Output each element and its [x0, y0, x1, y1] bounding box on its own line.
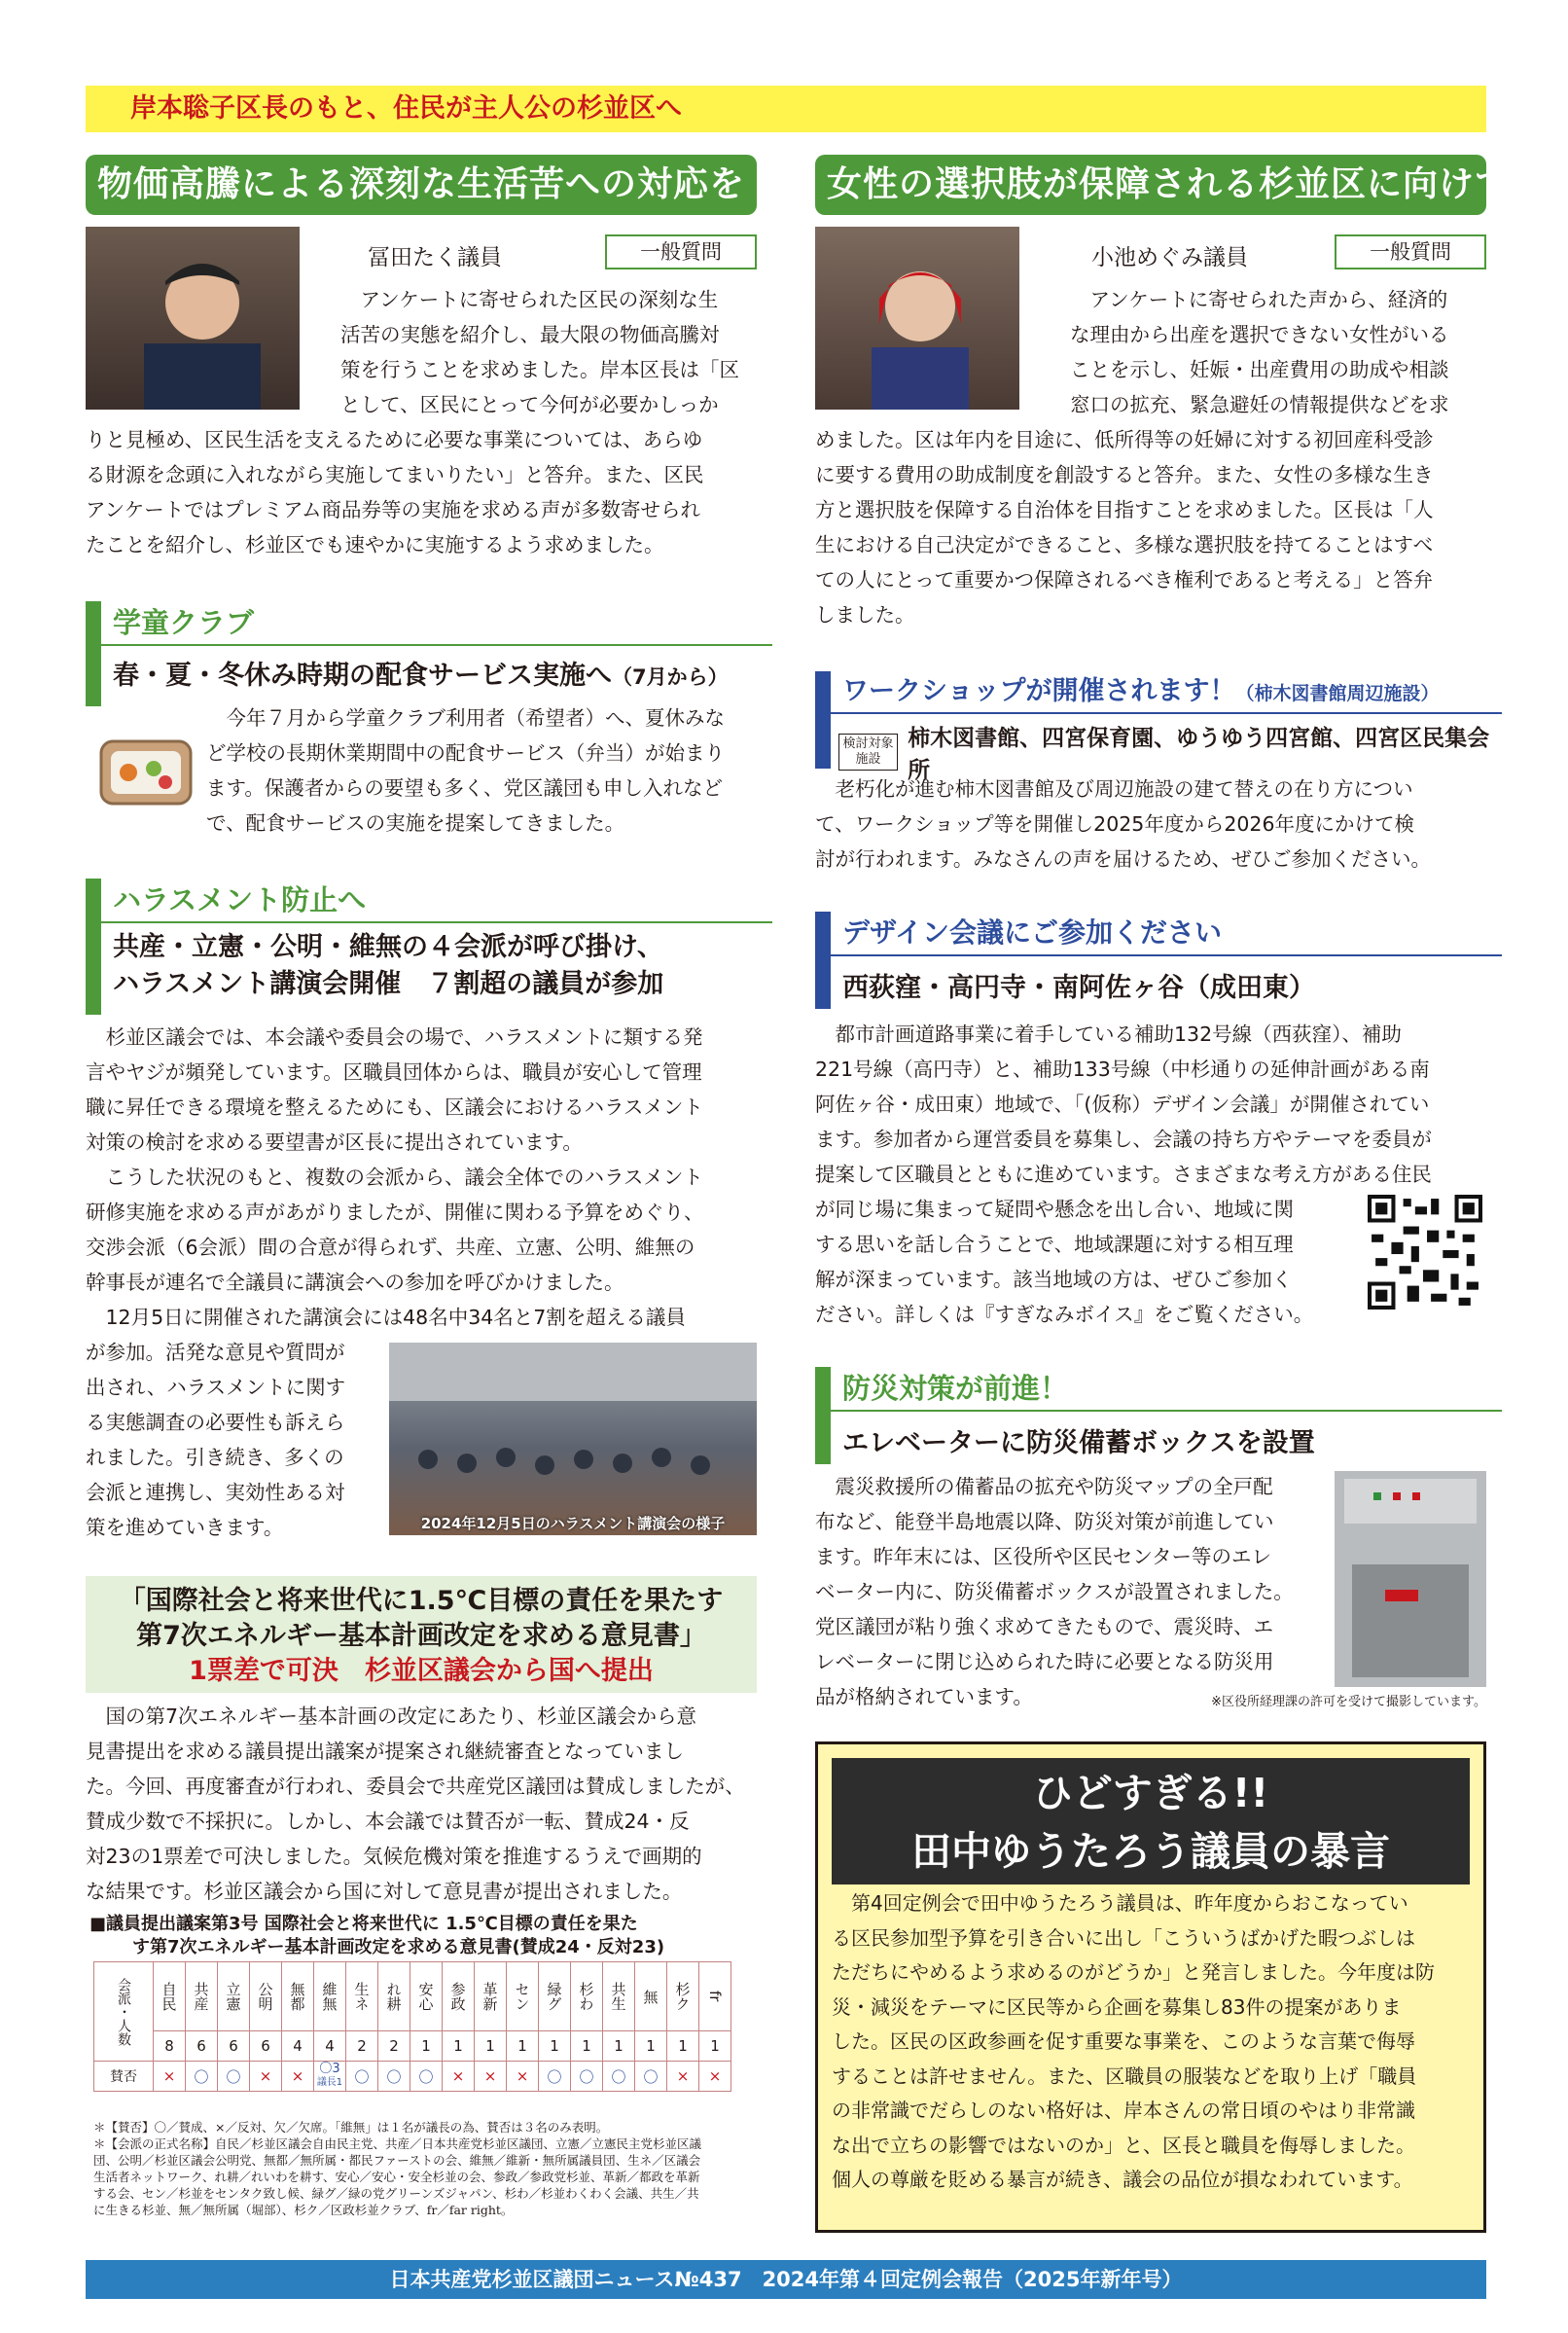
text-line: 賛成少数で不採択に。しかし、本会議では賛否が一転、賛成24・反 [86, 1810, 690, 1833]
text-line: アンケートではプレミアム商品券等の実施を求める声が多数寄せられ [86, 498, 701, 521]
lecture-photo [389, 1343, 757, 1535]
text-line: 品が格納されています。 [815, 1685, 1033, 1708]
workshop-heading-note: （柿木図書館周辺施設） [1235, 683, 1440, 704]
harass-heading: ハラスメント防止へ [101, 879, 772, 923]
text-line: 災・減災をテーマに区民等から企画を募集し83件の提案がありま [832, 1994, 1402, 2019]
member-photo-koike [815, 227, 1019, 410]
vote-table-title-line2: す第7次エネルギー基本計画改定を求める意見書(賛成24・反対23) [132, 1937, 665, 1957]
count-cell: 1 [699, 2031, 731, 2062]
text-line: ます。昨年末には、区役所や区民センター等のエレ [815, 1545, 1272, 1568]
top-banner: 岸本聡子区長のもと、住民が主人公の杉並区へ [86, 86, 1486, 132]
vote-cell: × [699, 2062, 731, 2092]
vote-cell: × [282, 2062, 314, 2092]
audience-icon [389, 1343, 757, 1535]
lecture-caption: 2024年12月5日のハラスメント講演会の様子 [420, 1515, 726, 1532]
text-line: 杉並区議会では、本会議や委員会の場で、ハラスメントに類する発 [105, 1025, 703, 1049]
gakudo-heading: 学童クラブ [101, 601, 772, 646]
text-line: しました。 [815, 603, 915, 627]
party-cell: 安心 [410, 1962, 443, 2031]
workshop-section-head [815, 671, 1502, 783]
text-line: な出で立ちの影響ではないのか」と、区長と職員を侮辱しました。 [832, 2133, 1415, 2157]
vote-table [93, 1961, 731, 2092]
text-line: で、配食サービスの実施を提案してきました。 [206, 811, 625, 835]
text-line: レベーターに閉じ込められた時に必要となる防災用 [815, 1650, 1274, 1673]
tanaka-remark-body [832, 1886, 1470, 2198]
note-line: 生活者ネットワーク、れ耕／れいわを耕す、安心／安心・安全杉並の会、参政／参政党杉並、革新／都政を革新 [93, 2170, 700, 2184]
count-cell: 1 [667, 2031, 699, 2062]
count-cell: 1 [443, 2031, 475, 2062]
photo-permission-note: ※区役所経理課の許可を受けて撮影しています。 [1211, 1695, 1486, 1709]
party-cell: 共産 [186, 1962, 218, 2031]
vote-cell: 〇 [218, 2062, 250, 2092]
right-article-body-top [1070, 282, 1486, 422]
row-head-party: 会派・人数 [94, 1962, 154, 2062]
text-line: たことを紹介し、杉並区でも速やかに実施するよう求めました。 [86, 533, 664, 556]
party-cell: 共生 [603, 1962, 635, 2031]
text-line: 第4回定例会で田中ゆうたろう議員は、昨年度からおこなってい [851, 1891, 1408, 1915]
count-cell: 2 [346, 2031, 378, 2062]
party-cell: 生ネ [346, 1962, 378, 2031]
party-cell: 維無 [314, 1962, 346, 2031]
count-cell: 1 [571, 2031, 603, 2062]
tanaka-remark-title [832, 1758, 1470, 1884]
party-cell: 自民 [154, 1962, 186, 2031]
party-cell: 公明 [250, 1962, 282, 2031]
text-line: した。区民の区政参画を促す重要な事業を、このような言葉で侮辱 [832, 2029, 1415, 2053]
text-line: として、区民にとって今何が必要かしっか [340, 393, 719, 416]
bento-icon [93, 718, 198, 819]
text-line: 12月5日に開催された講演会には48名中34名と7割を超える議員 [105, 1306, 686, 1329]
count-cell: 6 [218, 2031, 250, 2062]
harass-sub-line1: 共産・立憲・公明・維無の４会派が呼び掛け、 [113, 932, 663, 962]
text-line: 221号線（高円寺）と、補助133号線（中杉通りの延伸計画がある南 [815, 1058, 1430, 1081]
bosai-section-head [815, 1367, 1502, 1464]
count-cell: 1 [410, 2031, 443, 2062]
design-section-head [815, 912, 1502, 1009]
text-line: 老朽化が進む柿木図書館及び周辺施設の建て替えの在り方につい [835, 777, 1413, 801]
workshop-heading: ワークショップが開催されます！ [842, 676, 1236, 706]
note-line: に生きる杉並、無／無所属（堀部）、杉ク／区政杉並クラブ、fr／far right。 [93, 2203, 514, 2217]
vote-cell: 〇 [410, 2062, 443, 2092]
count-cell: 4 [314, 2031, 346, 2062]
table-row [94, 1962, 731, 2031]
gakudo-section-head [86, 601, 772, 706]
tanaka-title-line2: 田中ゆうたろう議員の暴言 [911, 1828, 1390, 1875]
vote-cell: 〇 [346, 2062, 378, 2092]
text-line: 提案して区職員とともに進めています。さまざまな考え方がある住民 [815, 1163, 1432, 1186]
right-article-body-bottom [815, 422, 1486, 632]
vote-cell: × [667, 2062, 699, 2092]
vote-cell: 〇 [186, 2062, 218, 2092]
left-article-title: 物価高騰による深刻な生活苦への対応を [86, 155, 757, 215]
count-cell: 1 [539, 2031, 571, 2062]
text-line: る区民参加型予算を引き合いに出し「こういうばかげた暇つぶしは [832, 1925, 1415, 1950]
vote-cell: 〇 [571, 2062, 603, 2092]
text-line: 討が行われます。みなさんの声を届けるため、ぜひご参加ください。 [815, 847, 1432, 871]
count-cell: 1 [603, 2031, 635, 2062]
text-line: ます。参加者から運営委員を募集し、会議の持ち方やテーマを委員が [815, 1128, 1432, 1151]
text-line: 活苦の実態を紹介し、最大限の物価高騰対 [340, 323, 720, 346]
gakudo-subheading: 春・夏・冬休み時期の配食サービス実施へ [113, 661, 612, 691]
harass-body-top [86, 1020, 757, 1335]
vote-table-title [89, 1913, 761, 1959]
text-line: た。今回、再度審査が行われ、委員会で共産党区議団は賛成しましたが、 [86, 1775, 745, 1798]
party-cell: 杉ク [667, 1962, 699, 2031]
vote-cell: 〇 [603, 2062, 635, 2092]
harass-body-bottom [86, 1335, 377, 1545]
energy-title-line2: 第7次エネルギー基本計画改定を求める意見書」 [136, 1621, 706, 1651]
vote-table-title-line1: ■議員提出議案第3号 国際社会と将来世代に 1.5℃目標の責任を果た [89, 1914, 638, 1934]
workshop-label: 検討対象施設 [838, 734, 898, 771]
design-body-top [815, 1017, 1486, 1192]
text-line: 幹事長が連名で全議員に講演会への参加を呼びかけました。 [86, 1271, 624, 1294]
party-cell: 革新 [475, 1962, 507, 2031]
text-line: することは許せません。また、区職員の服装などを取り上げ「職員 [832, 2064, 1417, 2088]
gakudo-subnote: （7月から） [612, 665, 729, 689]
text-line: 解が深まっています。該当地域の方は、ぜひご参加く [815, 1268, 1293, 1291]
harass-sub-line2: ハラスメント講演会開催 ７割超の議員が参加 [113, 969, 664, 999]
text-line: 交渉会派（6会派）間の合意が得られず、共産、立憲、公明、維無の [86, 1236, 695, 1259]
text-line: ことを示し、妊娠・出産費用の助成や相談 [1070, 358, 1449, 381]
note-line: する会、セン／杉並をセンタク致し候、緑グ／緑の党グリーンズジャパン、杉わ／杉並わくわく会議、共生／共 [93, 2186, 699, 2201]
member-photo-tomita [86, 227, 300, 410]
vote-cell: × [154, 2062, 186, 2092]
text-line: 阿佐ヶ谷・成田東）地域で、「(仮称）デザイン会議」が開催されてい [815, 1093, 1430, 1116]
text-line: が同じ場に集まって疑問や懸念を出し合い、地域に関 [815, 1198, 1294, 1221]
vote-value: 〇3 [319, 2062, 340, 2076]
text-line: 見書提出を求める議員提出議案が提案され継続審査となっていまし [86, 1740, 684, 1763]
vote-cell: 〇 [378, 2062, 410, 2092]
tag-general-question: 一般質問 [1335, 234, 1486, 269]
tanaka-title-line1: ひどすぎる!! [1032, 1770, 1269, 1816]
count-cell: 1 [507, 2031, 539, 2062]
harass-section-head [86, 879, 772, 1015]
row-head-vote: 賛否 [94, 2062, 154, 2092]
storage-box-icon [1335, 1471, 1486, 1687]
party-cell: れ耕 [378, 1962, 410, 2031]
qr-code-icon[interactable] [1368, 1195, 1482, 1310]
text-line: 研修実施を求める声があがりましたが、開催に関わる予算をめぐり、 [86, 1201, 704, 1224]
bosai-body [815, 1469, 1319, 1714]
text-line: 震災救援所の備蓄品の拡充や防災マップの全戸配 [835, 1475, 1273, 1498]
energy-body [86, 1699, 757, 1909]
count-cell: 1 [635, 2031, 667, 2062]
person-icon [86, 227, 300, 410]
text-line: ます。保護者からの要望も多く、党区議団も申し入れなど [206, 776, 723, 800]
vote-cell: 〇 [539, 2062, 571, 2092]
bosai-heading: 防災対策が前進！ [831, 1367, 1502, 1412]
count-cell: 4 [282, 2031, 314, 2062]
vote-cell: × [507, 2062, 539, 2092]
text-line: 今年７月から学童クラブ利用者（希望者）へ、夏休みな [226, 706, 725, 730]
right-article-title: 女性の選択肢が保障される杉並区に向けて [815, 155, 1486, 215]
vote-cell: × [443, 2062, 475, 2092]
text-line: ださい。詳しくは『すぎなみボイス』をご覧ください。 [815, 1303, 1314, 1326]
member-name-tomita: 冨田たく議員 [368, 245, 502, 270]
party-cell: fr [699, 1962, 731, 2031]
text-line: 職に昇任できる環境を整えるためにも、区議会におけるハラスメント [86, 1095, 703, 1119]
text-line: 都市計画道路事業に着手している補助132号線（西荻窪）、補助 [835, 1023, 1402, 1046]
text-line: て、ワークショップ等を開催し2025年度から2026年度にかけて検 [815, 812, 1415, 836]
text-line: する思いを話し合うことで、地域課題に対する相互理 [815, 1233, 1294, 1256]
text-line: ベーター内に、防災備蓄ボックスが設置されました。 [815, 1580, 1294, 1603]
gakudo-body-a [206, 700, 757, 841]
left-article-body-top [340, 282, 757, 422]
text-line: 策を進めていきます。 [86, 1516, 284, 1539]
vote-note: 議長1 [316, 2077, 343, 2088]
party-cell: 杉わ [571, 1962, 603, 2031]
count-cell: 1 [475, 2031, 507, 2062]
party-cell: 無都 [282, 1962, 314, 2031]
text-line: 会派と連携し、実効性ある対 [86, 1481, 345, 1504]
tag-general-question: 一般質問 [605, 234, 757, 269]
elevator-box-photo [1335, 1471, 1486, 1687]
workshop-body [815, 772, 1486, 877]
person-icon [815, 227, 1019, 410]
left-article-body-bottom [86, 422, 757, 562]
vote-cell [314, 2062, 346, 2092]
design-body-bottom [815, 1192, 1360, 1332]
note-line: ＊【賛否】〇／賛成、×／反対、欠／欠席。「維無」は１名が議長の為、賛否は３名のみ表明。 [93, 2120, 609, 2135]
text-line: ど学校の長期休業期間中の配食サービス（弁当）が始まり [206, 741, 725, 765]
table-row [94, 2031, 731, 2062]
count-cell: 6 [250, 2031, 282, 2062]
harass-subheading [101, 923, 772, 1003]
text-line: な結果です。杉並区議会から国に対して意見書が提出されました。 [86, 1880, 683, 1903]
energy-title-line3: 1票差で可決 杉並区議会から国へ提出 [189, 1656, 654, 1686]
note-line: 団、公明／杉並区議会公明党、無都／無所属・都民ファーストの会、維無／維新・無所属議員団、生ネ／区議会 [93, 2153, 701, 2168]
text-line: な理由から出産を選択できない女性がいる [1070, 323, 1449, 346]
text-line: アンケートに寄せられた声から、経済的 [1089, 288, 1448, 311]
text-line: 策を行うことを求めました。岸本区長は「区 [340, 358, 739, 381]
text-line: が参加。活発な意見や質問が [86, 1341, 345, 1364]
text-line: る実態調査の必要性も訴えら [86, 1411, 345, 1434]
text-line: ての人にとって重要かつ保障されるべき権利であると考える」と答弁 [815, 568, 1434, 592]
text-line: 布など、能登半島地震以降、防災対策が前進してい [815, 1510, 1274, 1533]
count-cell: 6 [186, 2031, 218, 2062]
text-line: 窓口の拡充、緊急避妊の情報提供などを求 [1070, 393, 1449, 416]
party-cell: 参政 [443, 1962, 475, 2031]
text-line: ただちにやめるよう求めるのがどうか」と発言しました。今年度は防 [832, 1960, 1435, 1984]
text-line: こうした状況のもと、複数の会派から、議会全体でのハラスメント [105, 1166, 703, 1189]
text-line: 方と選択肢を保障する自治体を目指すことを求めました。区長は「人 [815, 498, 1434, 521]
party-cell: 無 [635, 1962, 667, 2031]
design-heading: デザイン会議にご参加ください [831, 912, 1502, 956]
text-line: 党区議団が粘り強く求めてきたもので、震災時、エ [815, 1615, 1274, 1638]
text-line: 生における自己決定ができること、多様な選択肢を持てることはすべ [815, 533, 1434, 556]
design-subheading: 西荻窪・高円寺・南阿佐ヶ谷（成田東） [842, 973, 1315, 1003]
energy-title-line1: 「国際社会と将来世代に1.5℃目標の責任を果たす [119, 1586, 724, 1616]
text-line: に要する費用の助成制度を創設すると答弁。また、女性の多様な生き [815, 463, 1434, 486]
text-line: る財源を念頭に入れながら実施してまいりたい」と答弁。また、区民 [86, 463, 704, 486]
party-cell: セン [507, 1962, 539, 2031]
vote-cell: 〇 [635, 2062, 667, 2092]
workshop-heading-row [831, 671, 1502, 714]
text-line: 対策の検討を求める要望書が区長に提出されています。 [86, 1131, 583, 1154]
text-line: 個人の尊厳を貶める暴言が続き、議会の品位が損なわれています。 [832, 2168, 1413, 2191]
text-line: 出され、ハラスメントに関す [86, 1376, 346, 1399]
vote-table-notes [93, 2119, 765, 2218]
table-row [94, 2062, 731, 2092]
member-name-koike: 小池めぐみ議員 [1091, 245, 1248, 270]
vote-cell: × [250, 2062, 282, 2092]
tanaka-remark-box [815, 1741, 1486, 2233]
workshop-facilities: 柿木図書館、四宮保育園、ゆうゆう四宮館、四宮区民集会所 [908, 726, 1490, 783]
note-line: ＊【会派の正式名称】自民／杉並区議会自由民主党、共産／日本共産党杉並区議団、立憲／立憲民主党杉並区議 [93, 2136, 702, 2151]
footer-bar: 日本共産党杉並区議団ニュース№437 2024年第４回定例会報告（2025年新年号） [86, 2260, 1486, 2299]
text-line: アンケートに寄せられた区民の深刻な生 [360, 288, 719, 311]
bosai-subheading: エレベーターに防災備蓄ボックスを設置 [842, 1428, 1315, 1458]
energy-title-box [86, 1576, 757, 1693]
text-line: 対23の1票差で可決しました。気候危機対策を推進するうえで画期的 [86, 1845, 702, 1868]
text-line: めました。区は年内を目途に、低所得等の妊婦に対する初回産科受診 [815, 428, 1434, 451]
text-line: りと見極め、区民生活を支えるために必要な事業については、あらゆ [86, 428, 703, 451]
text-line: の非常識でだらしのない格好は、岸本さんの常日頃のやはり非常識 [832, 2099, 1415, 2122]
party-cell: 立憲 [218, 1962, 250, 2031]
count-cell: 2 [378, 2031, 410, 2062]
text-line: 国の第7次エネルギー基本計画の改定にあたり、杉並区議会から意 [105, 1705, 697, 1728]
text-line: れました。引き続き、多くの [86, 1446, 344, 1469]
vote-cell: × [475, 2062, 507, 2092]
text-line: 言やヤジが頻発しています。区職員団体からは、職員が安心して管理 [86, 1060, 702, 1084]
count-cell: 8 [154, 2031, 186, 2062]
party-cell: 緑グ [539, 1962, 571, 2031]
